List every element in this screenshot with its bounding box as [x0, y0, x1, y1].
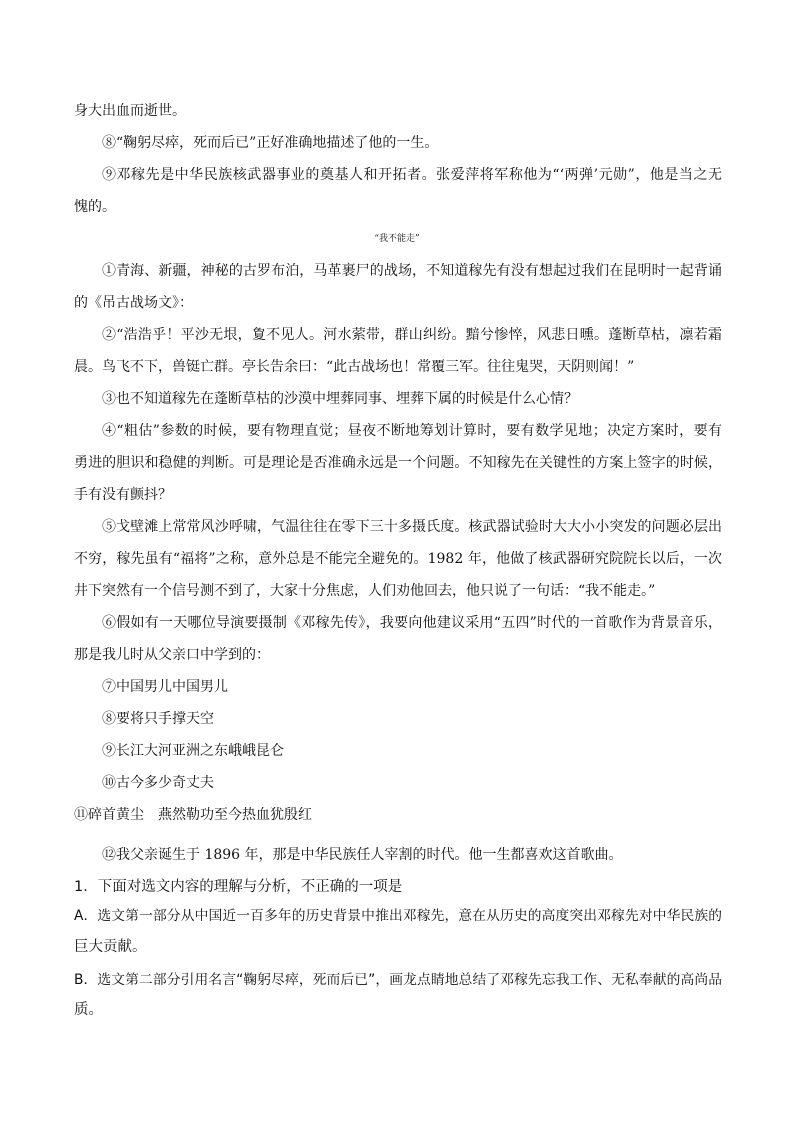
paragraph-6-line-1: ⑥假如有一天哪位导演要摄制《邓稼先传》，我要向他建议采用“五四”时代的一首歌作为背景音乐，: [102, 615, 722, 631]
paragraph-4-line-2: 勇进的胆识和稳健的判断。可是理论是否准确永远是一个问题。不知稼先在关键性的方案上签字的时候，: [74, 455, 722, 471]
paragraph-2-line-1: ②“浩浩乎！平沙无垠，夐不见人。河水萦带，群山纠纷。黯兮惨悴，风悲日曛。蓬断草枯，凛若霜: [102, 327, 722, 343]
paragraph-end: 身大出血而逝世。: [74, 103, 186, 119]
paragraph-9-line-2: 愧的。: [74, 199, 116, 215]
option-a-line-1: A．选文第一部分从中国近一百多年的历史背景中推出邓稼先，意在从历史的高度突出邓稼先对中华民族的: [74, 908, 722, 924]
lyric-line-10: ⑩古今多少奇丈夫: [102, 775, 214, 791]
paragraph-4-line-3: 手有没有颤抖？: [74, 487, 172, 503]
paragraph-1-line-2: 的《吊古战场文》：: [74, 295, 193, 311]
lyric-line-9: ⑨长江大河亚洲之东峨峨昆仑: [102, 743, 284, 759]
paragraph-9-line-1: ⑨邓稼先是中华民族核武器事业的奠基人和开拓者。张爱萍将军称他为“‘两弹’元勋”，他是当之无: [102, 167, 722, 183]
paragraph-5-line-2: 不穷，稼先虽有“福将”之称，意外总是不能完全避免的。1982 年，他做了核武器研究院院长以后，一次: [74, 551, 722, 567]
paragraph-5-line-1: ⑤戈壁滩上常常风沙呼啸，气温往往在零下三十多摄氏度。核武器试验时大大小小突发的问题必层出: [102, 519, 722, 535]
paragraph-2-line-2: 晨。鸟飞不下，兽铤亡群。亭长告余曰：“此古战场也！常覆三军。往往鬼哭，天阴则闻！”: [74, 359, 635, 375]
paragraph-3: ③也不知道稼先在蓬断草枯的沙漠中埋葬同事、埋葬下属的时候是什么心情？: [102, 391, 578, 407]
lyric-line-7: ⑦中国男儿中国男儿: [102, 679, 228, 695]
paragraph-12: ⑫我父亲诞生于 1896 年，那是中华民族任人宰割的时代。他一生都喜欢这首歌曲。: [102, 847, 623, 863]
option-b-line-2: 质。: [74, 1002, 103, 1018]
paragraph-8: ⑧“鞠躬尽瘁，死而后已”正好准确地描述了他的一生。: [102, 135, 439, 151]
question-stem: 1．下面对选文内容的理解与分析，不正确的一项是: [74, 879, 403, 895]
paragraph-6-line-2: 那是我儿时从父亲口中学到的：: [74, 647, 270, 663]
paragraph-1-line-1: ①青海、新疆，神秘的古罗布泊，马革裹尸的战场，不知道稼先有没有想起过我们在昆明时一起背诵: [102, 263, 722, 279]
section-title: “我不能走”: [374, 234, 420, 244]
lyric-line-11: ⑪碎首黄尘 燕然勒功至今热血犹殷红: [74, 807, 312, 823]
option-a-line-2: 巨大贡献。: [74, 939, 147, 955]
lyric-line-8: ⑧要将只手撑天空: [102, 711, 214, 727]
option-b-line-1: B．选文第二部分引用名言“鞠躬尽瘁，死而后已”，画龙点睛地总结了邓稼先忘我工作、无私奉献的高尚品: [74, 972, 722, 988]
paragraph-5-line-3: 井下突然有一个信号测不到了，大家十分焦虑，人们劝他回去，他只说了一句话：“我不能走。”: [74, 583, 656, 599]
paragraph-4-line-1: ④“粗估”参数的时候，要有物理直觉；昼夜不断地筹划计算时，要有数学见地；决定方案时，要有: [102, 423, 722, 439]
